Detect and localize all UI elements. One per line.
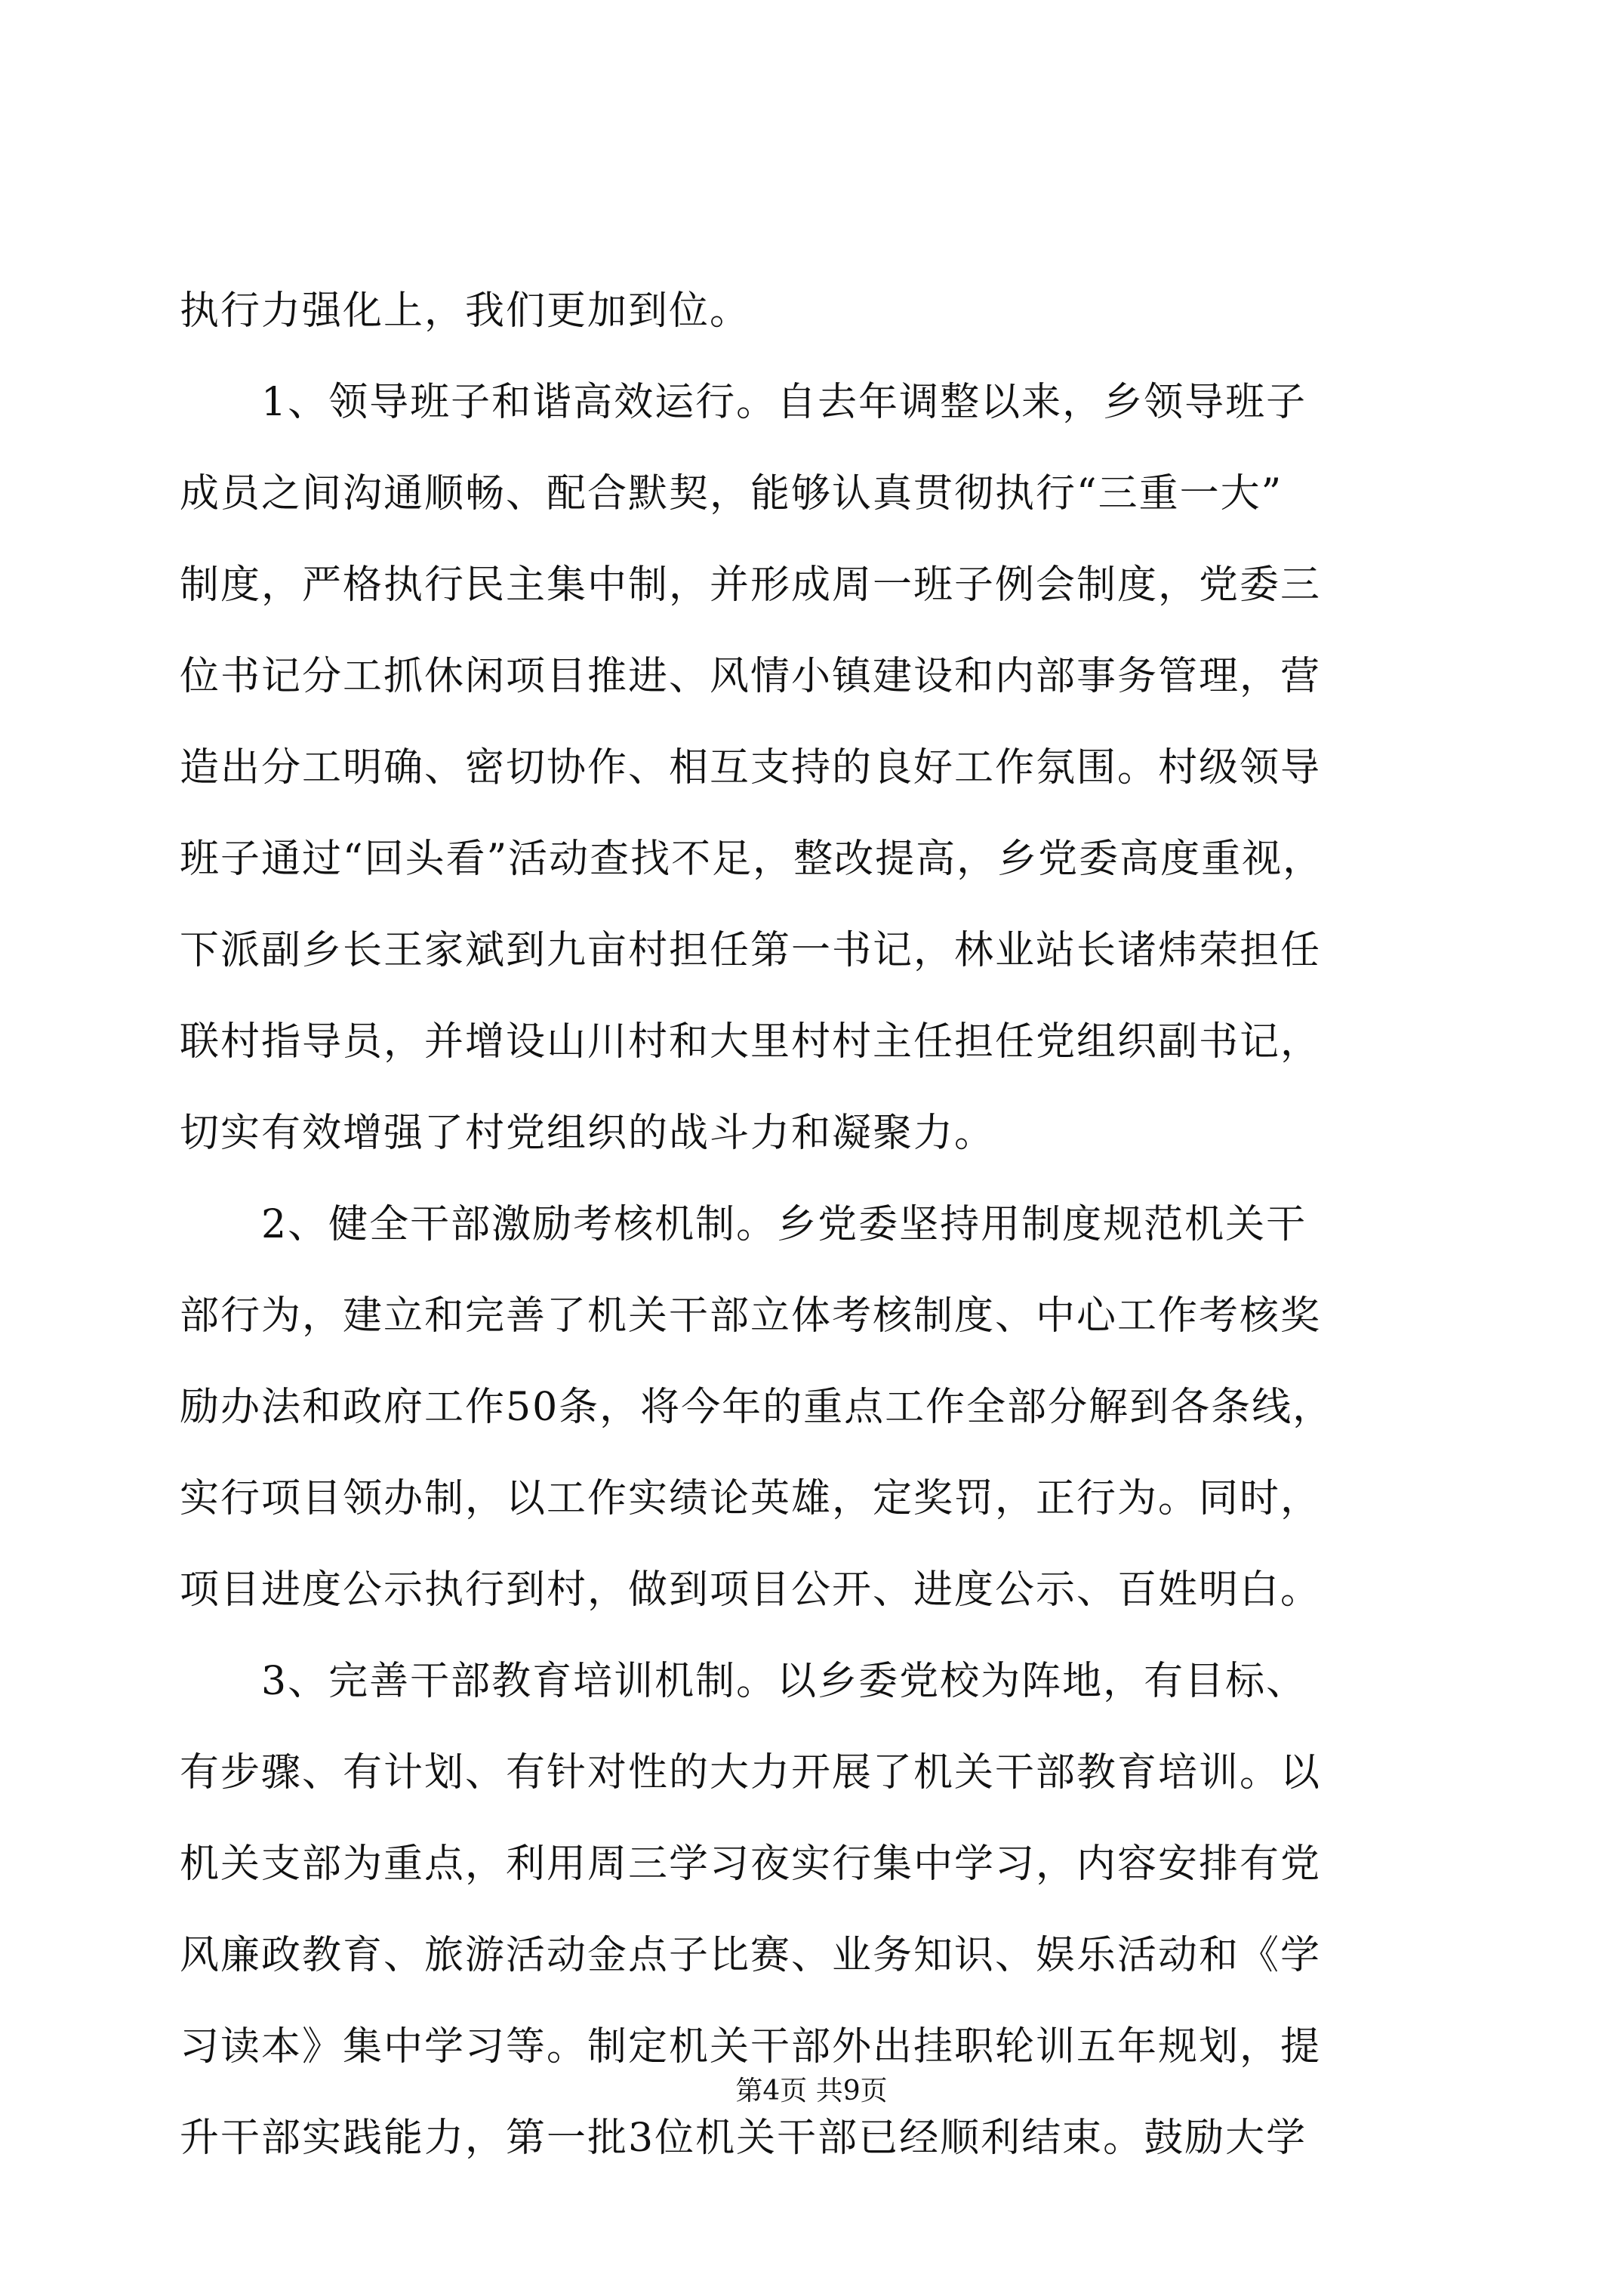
text-line: 1、领导班子和谐高效运行。自去年调整以来，乡领导班子 xyxy=(180,380,1307,425)
text-line: 项目进度公示执行到村，做到项目公开、进度公示、百姓明白。 xyxy=(180,1567,1322,1613)
text-line: 有步骤、有计划、有针对性的大力开展了机关干部教育培训。以 xyxy=(180,1750,1322,1795)
text-line: 成员之间沟通顺畅、配合默契，能够认真贯彻执行“三重一大” xyxy=(180,471,1283,516)
text-line: 实行项目领办制，以工作实绩论英雄，定奖罚，正行为。同时， xyxy=(180,1476,1322,1521)
text-line: 习读本》集中学习等。制定机关干部外出挂职轮训五年规划，提 xyxy=(180,2024,1322,2069)
text-line: 风廉政教育、旅游活动金点子比赛、业务知识、娱乐活动和《学 xyxy=(180,1933,1322,1978)
text-line: 位书记分工抓休闲项目推进、风情小镇建设和内部事务管理，营 xyxy=(180,654,1322,699)
page-footer: 第4页 共9页 xyxy=(735,2076,888,2106)
text-line: 制度，严格执行民主集中制，并形成周一班子例会制度，党委三 xyxy=(180,562,1322,608)
text-line: 2、健全干部激励考核机制。乡党委坚持用制度规范机关干 xyxy=(180,1202,1307,1247)
text-line: 切实有效增强了村党组织的战斗力和凝聚力。 xyxy=(180,1111,996,1156)
text-line: 联村指导员，并增设山川村和大里村村主任担任党组织副书记， xyxy=(180,1019,1322,1065)
text-line: 励办法和政府工作50条，将今年的重点工作全部分解到各条线， xyxy=(180,1385,1334,1430)
text-line: 下派副乡长王家斌到九亩村担任第一书记，林业站长诸炜荣担任 xyxy=(180,928,1322,973)
text-line: 3、完善干部教育培训机制。以乡委党校为阵地，有目标、 xyxy=(180,1659,1307,1704)
text-line: 执行力强化上，我们更加到位。 xyxy=(180,288,751,334)
text-line: 部行为，建立和完善了机关干部立体考核制度、中心工作考核奖 xyxy=(180,1293,1322,1339)
body-text xyxy=(180,266,1448,2184)
text-line: 升干部实践能力，第一批3位机关干部已经顺利结束。鼓励大学 xyxy=(180,2116,1307,2161)
text-line: 机关支部为重点，利用周三学习夜实行集中学习，内容安排有党 xyxy=(180,1841,1322,1887)
text-line: 造出分工明确、密切协作、相互支持的良好工作氛围。村级领导 xyxy=(180,745,1322,791)
text-line: 班子通过“回头看”活动查找不足，整改提高，乡党委高度重视， xyxy=(180,837,1324,882)
